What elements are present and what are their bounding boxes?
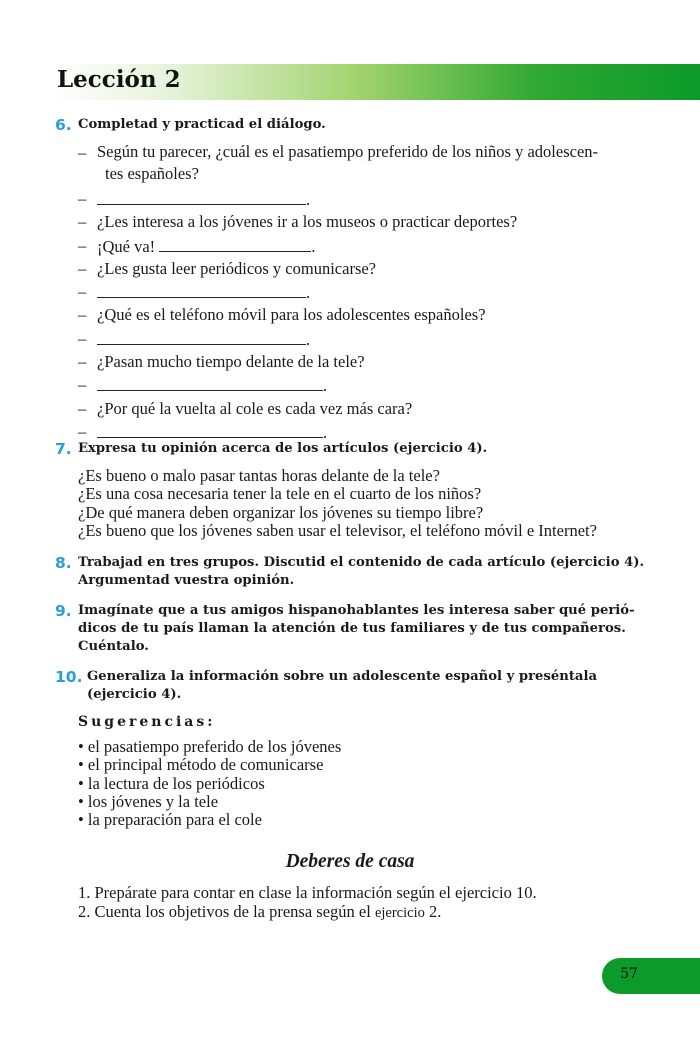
dialogue-line: – ¿Por qué la vuelta al cole es cada vez más cara? [78,398,413,418]
exercise-number: 6. [55,116,72,134]
question: ¿Es bueno que los jóvenes saben usar el televisor, el teléfono móvil e Internet? [78,521,597,541]
question: ¿Es una cosa necesaria tener la tele en el cuarto de los niños? [78,484,482,504]
homework-list [78,883,537,923]
list-item: • la preparación para el cole [78,810,262,830]
suggestions-title: Sugerencias: [78,714,216,730]
exercise-7 [55,440,645,458]
exercise-9 [55,602,645,656]
answer-blank [97,280,306,298]
answer-blank [97,420,323,438]
list-item: • el pasatiempo preferido de los jóvenes [78,737,342,756]
list-item: • la lectura de los periódicos [78,773,265,793]
lesson-title: Lección 2 [57,66,181,93]
dialogue-blank-line: – . [78,189,311,209]
exercise-10 [55,668,645,704]
page-number: 57 [620,966,638,982]
answer-blank [97,187,306,205]
exercise-number: 7. [55,440,72,458]
opinion-questions [78,467,643,541]
dialogue [78,141,643,443]
exercise-title: Generaliza la información sobre un adolescente español y preséntala (ejercicio 4). [87,669,598,702]
answer-blank [159,234,311,252]
exercise-title: Imagínate que a tus amigos hispanohablantes les interesa saber qué perió- dicos de tu país llaman la atención de tus familiares y de tus compañeros. Cuéntalo. [78,603,635,654]
suggestions-list [78,738,341,829]
dialogue-line: – ¿Qué es el teléfono móvil para los adolescentes españoles? [78,305,486,325]
answer-blank [97,327,306,345]
answer-blank [97,373,323,391]
exercise-6 [55,116,645,134]
homework-item: 2. Cuenta los objetivos de la prensa según el ejercicio 2. [78,902,442,921]
question: ¿De qué manera deben organizar los jóvenes su tiempo libre? [78,502,484,522]
dialogue-blank-line: – . [78,328,311,349]
dialogue-line: – ¡Qué va! . [78,235,316,256]
dialogue-blank-line: – . [78,421,328,442]
dialogue-line: – ¿Les gusta leer periódicos y comunicarse? [78,258,377,278]
exercise-number: 10. [55,668,83,686]
exercise-number: 9. [55,602,72,620]
dialogue-line: – ¿Pasan mucho tiempo delante de la tele? [78,352,365,372]
list-item: • los jóvenes y la tele [78,791,219,811]
dialogue-blank-line: – . [78,282,311,303]
homework-item: 1. Prepárate para contar en clase la información según el ejercicio 10. [78,883,537,902]
exercise-number: 8. [55,554,72,572]
question: ¿Es bueno o malo pasar tantas horas delante de la tele? [78,466,440,485]
exercise-title: Trabajad en tres grupos. Discutid el contenido de cada artículo (ejercicio 4). Argumentad vuestra opinión. [78,555,645,588]
dialogue-line: – Según tu parecer, ¿cuál es el pasatiempo preferido de los niños y adolescen- tes españoles? [78,142,599,183]
list-item: • el principal método de comunicarse [78,755,324,775]
exercise-8 [55,554,645,590]
dialogue-blank-line: – . [78,375,328,396]
dialogue-line: – ¿Les interesa a los jóvenes ir a los museos o practicar deportes? [78,212,518,232]
exercise-title: Completad y practicad el diálogo. [78,117,326,132]
homework-title: Deberes de casa [285,851,415,872]
exercise-title: Expresa tu opinión acerca de los artículos (ejercicio 4). [78,441,488,456]
